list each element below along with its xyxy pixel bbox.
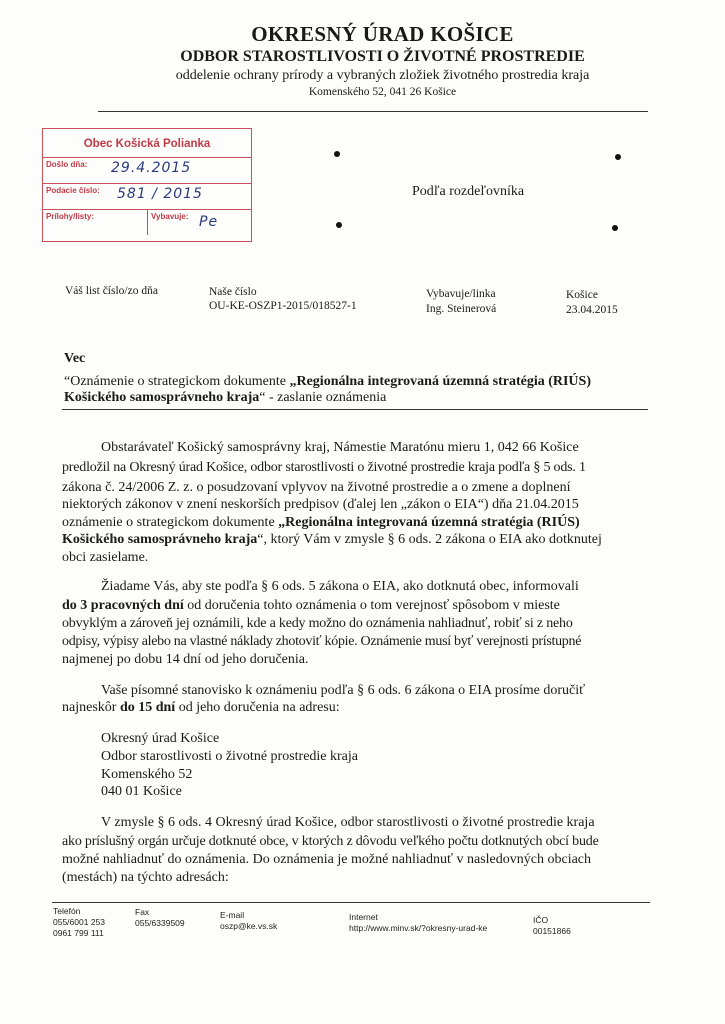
stamp-attach-label: Prílohy/listy: bbox=[46, 212, 95, 221]
recipient: Podľa rozdeľovníka bbox=[412, 184, 525, 199]
subject-label: Vec bbox=[64, 351, 86, 366]
footer-fax bbox=[135, 907, 185, 929]
p1-line-7: obci zasielame. bbox=[62, 550, 149, 565]
footer-ico bbox=[533, 915, 571, 937]
p1-line-3: zákona č. 24/2006 Z. z. o posudzovaní vplyvov na životné prostredie a o zmene a doplnení bbox=[62, 480, 571, 495]
stamp-row-attach bbox=[43, 209, 251, 235]
p1-line-2: predložil na Okresný úrad Košice, odbor starostlivosti o životné prostredie kraja podľa § 5 ods. 1 bbox=[62, 460, 586, 475]
footer-email-value: oszp@ke.vs.sk bbox=[220, 921, 278, 931]
your-ref-label: Váš list číslo/zo dňa bbox=[65, 285, 158, 297]
handler-value: Ing. Steinerová bbox=[426, 303, 497, 315]
p1-line-1: Obstarávateľ Košický samosprávny kraj, Námestie Maratónu mieru 1, 042 66 Košice bbox=[101, 440, 579, 455]
registry-stamp bbox=[42, 128, 252, 242]
window-mark-bl bbox=[336, 222, 342, 228]
letter-place: Košice bbox=[566, 289, 598, 301]
section-title: oddelenie ochrany prírody a vybraných zložiek životného prostredia kraja bbox=[175, 68, 590, 83]
stamp-reg-value: 581 / 2015 bbox=[117, 186, 203, 202]
p4-line-4: (mestách) na týchto adresách: bbox=[62, 870, 229, 885]
subject-divider bbox=[62, 409, 648, 410]
window-mark-tr bbox=[615, 154, 621, 160]
footer-ico-value: 00151866 bbox=[533, 926, 571, 936]
footer-web-value: http://www.minv.sk/?okresny-urad-ke bbox=[349, 923, 488, 933]
handler-label: Vybavuje/linka bbox=[426, 288, 496, 300]
stamp-received-value: 29.4.2015 bbox=[111, 160, 192, 176]
p2-line-3: obvyklým a zároveň jej oznámili, kde a kedy možno do oznámenia nahliadnuť, robiť si z neho bbox=[62, 616, 573, 631]
window-mark-tl bbox=[334, 151, 340, 157]
stamp-title: Obec Košická Polianka bbox=[43, 129, 251, 158]
p2-line-4: odpisy, výpisy alebo na vlastné náklady zhotoviť kópie. Oznámenie musí byť verejnosti prístupné bbox=[62, 634, 582, 649]
stamp-received-label: Došlo dňa: bbox=[46, 160, 88, 169]
footer-fax-value: 055/6339509 bbox=[135, 918, 185, 928]
footer-web-label: Internet bbox=[349, 912, 378, 922]
footer-phone-2: 0961 799 111 bbox=[53, 928, 104, 938]
stamp-handler-value: Pe bbox=[199, 214, 219, 230]
p1-line-4: niektorých zákonov v znení neskorších predpisov (ďalej len „zákon o EIA“) dňa 21.04.2015 bbox=[62, 497, 579, 512]
address-line-2: Odbor starostlivosti o životné prostredie kraja bbox=[101, 749, 358, 764]
footer-email bbox=[220, 910, 277, 932]
stamp-reg-label: Podacie číslo: bbox=[46, 186, 100, 195]
stamp-row-reg bbox=[43, 183, 251, 210]
p4-line-2: ako príslušný orgán určuje dotknuté obce, v ktorých z dôvodu veľkého počtu dotknutých obcí bude bbox=[62, 834, 599, 849]
p3-line-1: Vaše písomné stanovisko k oznámeniu podľa § 6 ods. 6 zákona o EIA prosíme doručiť bbox=[101, 683, 586, 698]
address-line-4: 040 01 Košice bbox=[101, 784, 182, 799]
stamp-handler-label: Vybavuje: bbox=[151, 212, 189, 221]
p2-line-1: Žiadame Vás, aby ste podľa § 6 ods. 5 zákona o EIA, ako dotknutá obec, informovali bbox=[101, 579, 579, 594]
footer-web bbox=[349, 912, 487, 934]
footer-fax-label: Fax bbox=[135, 907, 150, 917]
p4-line-1: V zmysle § 6 ods. 4 Okresný úrad Košice, odbor starostlivosti o životné prostredie kraja bbox=[101, 815, 595, 830]
our-ref-label: Naše číslo bbox=[209, 286, 257, 298]
footer-phone-1: 055/6001 253 bbox=[53, 917, 105, 927]
header-divider bbox=[98, 111, 648, 112]
p2-line-5: najmenej po dobu 14 dní od jeho doručenia. bbox=[62, 652, 309, 667]
p1-line-6: Košického samosprávneho kraja“, ktorý Vám v zmysle § 6 ods. 2 zákona o EIA ako dotknutej bbox=[62, 532, 602, 547]
footer-email-label: E-mail bbox=[220, 910, 245, 920]
footer-ico-label: IČO bbox=[533, 915, 549, 925]
office-title: OKRESNÝ ÚRAD KOŠICE bbox=[251, 22, 514, 46]
p3-line-2: najneskôr do 15 dní od jeho doručenia na adresu: bbox=[62, 700, 340, 715]
address-line-1: Okresný úrad Košice bbox=[101, 731, 220, 746]
subject-line-1: “Oznámenie o strategickom dokumente „Regionálna integrovaná územná stratégia (RIÚS) bbox=[64, 374, 591, 389]
p4-line-3: možné nahliadnuť do oznámenia. Do oznámenia je možné nahliadnuť v nasledovných obciach bbox=[62, 852, 592, 867]
letter-date: 23.04.2015 bbox=[566, 304, 618, 316]
footer-phone-label: Telefón bbox=[53, 906, 81, 916]
p2-line-2: do 3 pracovných dní od doručenia tohto oznámenia o tom verejnosť spôsobom v mieste bbox=[62, 598, 560, 613]
department-title: ODBOR STAROSTLIVOSTI O ŽIVOTNÉ PROSTREDIE bbox=[180, 48, 585, 65]
stamp-row-received bbox=[43, 157, 251, 184]
footer-divider bbox=[52, 902, 650, 903]
footer-phone bbox=[53, 906, 105, 939]
p1-line-5: oznámenie o strategickom dokumente „Regionálna integrovaná územná stratégia (RIÚS) bbox=[62, 515, 580, 530]
our-ref-value: OU-KE-OSZP1-2015/018527-1 bbox=[209, 300, 357, 312]
address-line-3: Komenského 52 bbox=[101, 767, 193, 782]
window-mark-br bbox=[612, 225, 618, 231]
office-address: Komenského 52, 041 26 Košice bbox=[308, 86, 457, 98]
subject-line-2: Košického samosprávneho kraja“ - zaslanie oznámenia bbox=[64, 390, 387, 405]
